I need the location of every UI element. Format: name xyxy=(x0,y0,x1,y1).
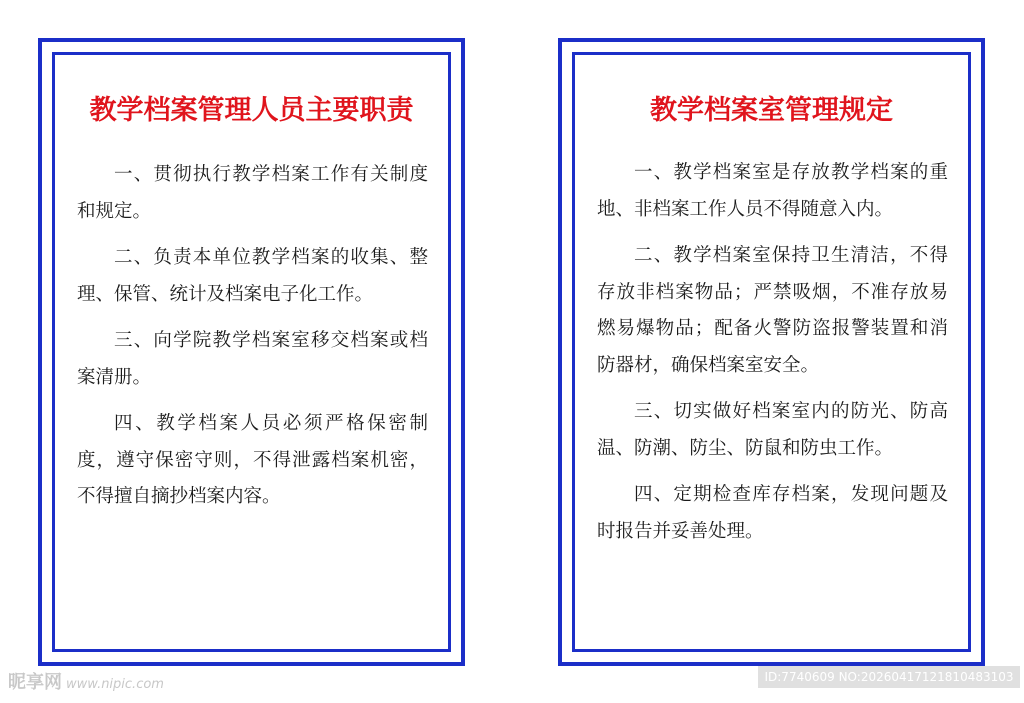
right-paragraph-1: 一、教学档案室是存放教学档案的重地、非档案工作人员不得随意入内。 xyxy=(597,162,948,220)
right-board-title: 教学档案室管理规定 xyxy=(650,95,893,126)
left-board-title: 教学档案管理人员主要职责 xyxy=(89,95,414,126)
right-paragraph-2: 二、教学档案室保持卫生清洁，不得存放非档案物品；严禁吸烟，不准存放易燃易爆物品；配备火警防盗报警装置和消防器材，确保档案室安全。 xyxy=(597,245,948,376)
left-notice-board xyxy=(38,38,465,666)
watermark-logo-text: 昵享网 xyxy=(8,672,62,693)
watermark-id-bar: ID:7740609 NO:20260417121810483103 xyxy=(758,666,1020,688)
left-board-body xyxy=(77,157,428,526)
left-paragraph-2: 二、负责本单位教学档案的收集、整理、保管、统计及档案电子化工作。 xyxy=(77,247,428,305)
left-paragraph-1: 一、贯彻执行教学档案工作有关制度和规定。 xyxy=(77,164,428,222)
right-board-body xyxy=(597,155,948,560)
watermark-url: www.nipic.com xyxy=(66,677,164,692)
left-paragraph-3: 三、向学院教学档案室移交档案或档案清册。 xyxy=(77,330,428,388)
watermark-logo xyxy=(8,668,164,694)
left-paragraph-4: 四、教学档案人员必须严格保密制度，遵守保密守则，不得泄露档案机密，不得擅自摘抄档案内容。 xyxy=(77,413,428,507)
right-paragraph-3: 三、切实做好档案室内的防光、防高温、防潮、防尘、防鼠和防虫工作。 xyxy=(597,401,948,459)
right-paragraph-4: 四、定期检查库存档案，发现问题及时报告并妥善处理。 xyxy=(597,484,948,542)
right-notice-board xyxy=(558,38,985,666)
